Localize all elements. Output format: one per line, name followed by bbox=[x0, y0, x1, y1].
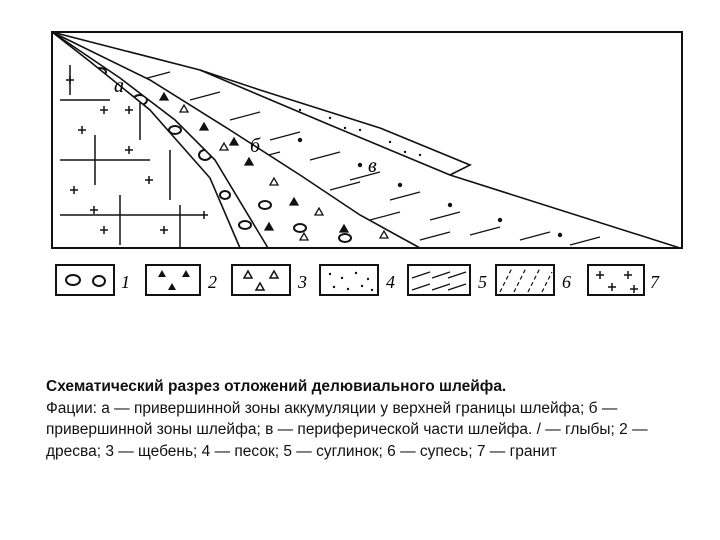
legend-number-2: 2 bbox=[208, 272, 217, 292]
legend-number-6: 6 bbox=[562, 272, 571, 292]
legend bbox=[56, 265, 660, 295]
caption-body: Фации: а — привершинной зоны аккумуляции у верхней границы шлейфа; б — привершинной зоны шлейфа; в — периферической части шлейфа. / — глыбы; 2 — дресва; 3 — щебень; 4 — песок; 5 — суглинок; 6 — супесь; 7 — гранит bbox=[46, 399, 648, 460]
granite-cross-icon bbox=[596, 271, 638, 293]
legend-number-3: 3 bbox=[298, 272, 307, 292]
rubble-icon bbox=[244, 271, 278, 290]
figure-caption bbox=[46, 376, 686, 462]
sand-lens bbox=[269, 99, 421, 156]
legend-item-gruss bbox=[146, 265, 217, 295]
legend-number-4: 4 bbox=[386, 272, 395, 292]
section-label-a: а bbox=[114, 75, 124, 97]
gruss-icon bbox=[158, 270, 190, 290]
section-label-v: в bbox=[368, 155, 377, 177]
legend-number-5: 5 bbox=[478, 272, 487, 292]
legend-number-1: 1 bbox=[121, 272, 130, 292]
sand-dots-icon bbox=[329, 272, 373, 291]
facies-b-rubble bbox=[160, 93, 388, 242]
boulder-icon bbox=[66, 275, 80, 285]
legend-number-7: 7 bbox=[650, 272, 659, 292]
legend-item-sand bbox=[320, 265, 395, 295]
loam-hatch-icon bbox=[412, 272, 466, 290]
legend-item-sandy-loam bbox=[496, 265, 571, 295]
legend-item-rubble bbox=[232, 265, 307, 295]
legend-item-boulders bbox=[56, 265, 130, 295]
section-label-b: б bbox=[250, 135, 261, 157]
legend-item-loam bbox=[408, 265, 487, 295]
legend-item-granite bbox=[588, 265, 660, 295]
granite-body bbox=[60, 65, 208, 248]
caption-title: Схематический разрез отложений делювиального шлейфа. bbox=[46, 378, 507, 395]
sandy-loam-hatch-icon bbox=[500, 268, 552, 292]
boulder-icon bbox=[93, 276, 105, 286]
